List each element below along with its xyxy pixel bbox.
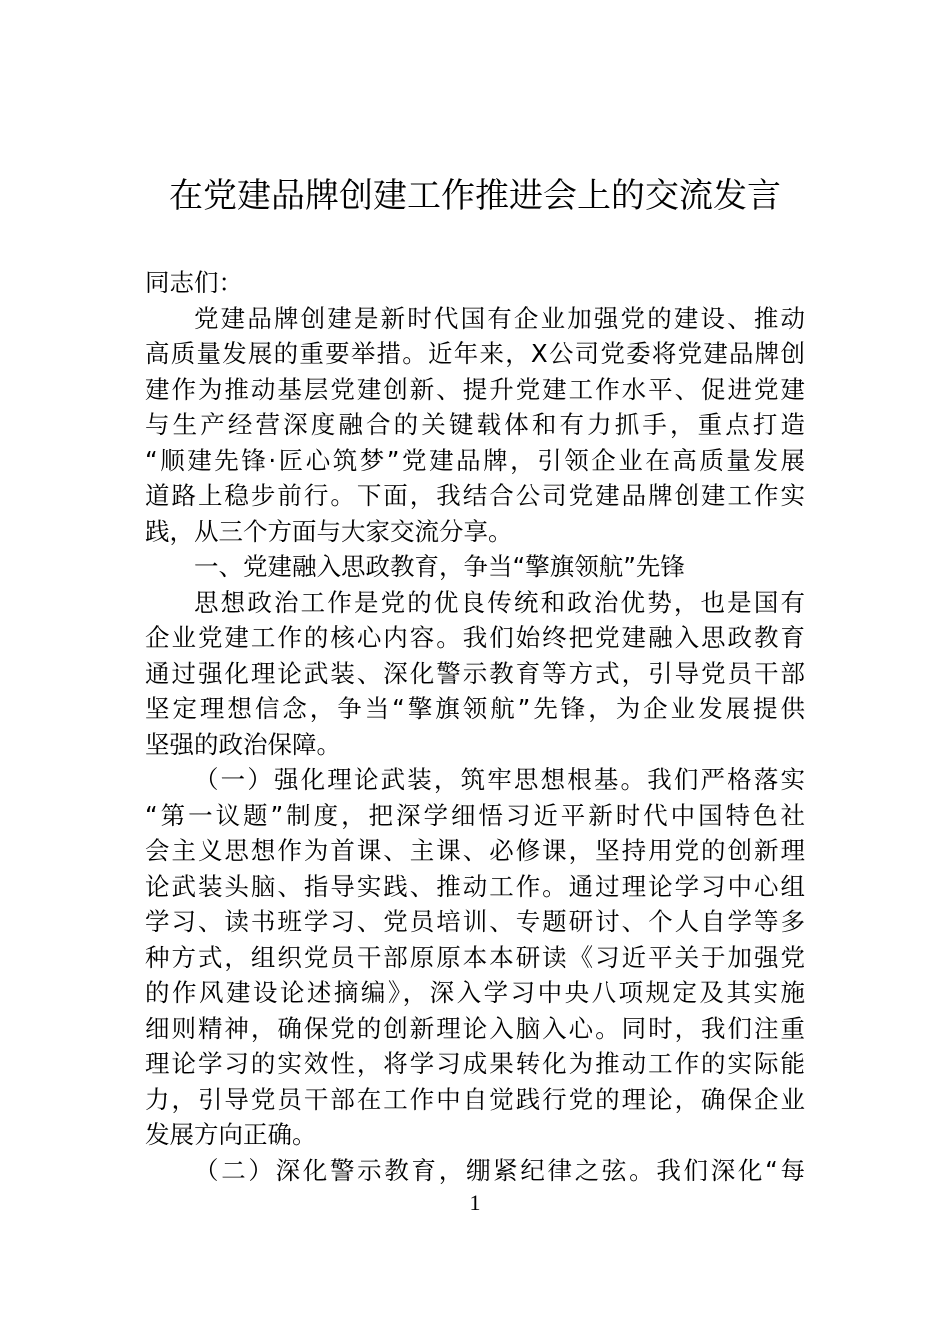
paragraph-line: 高质量发展的重要举措。近年来，X公司党委将党建品牌创: [145, 339, 805, 368]
paragraph-line: （一）强化理论武装，筑牢思想根基。我们严格落实: [194, 765, 805, 794]
paragraph-line: 发展方向正确。: [145, 1120, 317, 1149]
paragraph-line: 种方式，组织党员干部原原本本研读《习近平关于加强党: [145, 942, 805, 972]
paragraph-line: 思想政治工作是党的优良传统和政治优势，也是国有: [194, 587, 805, 617]
paragraph-line: 的作风建设论述摘编》，深入学习中央八项规定及其实施: [145, 978, 805, 1007]
paragraph-line: 践，从三个方面与大家交流分享。: [145, 516, 513, 546]
paragraph-line: 道路上稳步前行。下面，我结合公司党建品牌创建工作实: [145, 481, 805, 510]
paragraph-line: 坚强的政治保障。: [145, 729, 341, 759]
paragraph-line: 与生产经营深度融合的关键载体和有力抓手，重点打造: [145, 410, 805, 439]
paragraph-line: 党建品牌创建是新时代国有企业加强党的建设、推动: [194, 303, 805, 333]
paragraph-line: 会主义思想作为首课、主课、必修课，坚持用党的创新理: [145, 836, 805, 865]
paragraph-line: 论武装头脑、指导实践、推动工作。通过理论学习中心组: [145, 871, 805, 901]
paragraph-line: 细则精神，确保党的创新理论入脑入心。同时，我们注重: [145, 1013, 805, 1043]
paragraph-line: 企业党建工作的核心内容。我们始终把党建融入思政教育: [145, 623, 805, 652]
page-number: 1: [469, 1190, 481, 1215]
salutation: 同志们：: [145, 268, 243, 297]
paragraph-line: 建作为推动基层党建创新、提升党建工作水平、促进党建: [145, 374, 805, 404]
document-body: [145, 265, 805, 1188]
paragraph-line: 理论学习的实效性，将学习成果转化为推动工作的实际能: [145, 1049, 805, 1078]
paragraph-line: 通过强化理论武装、深化警示教育等方式，引导党员干部: [145, 658, 805, 688]
paragraph-line: 学习、读书班学习、党员培训、专题研讨、个人自学等多: [145, 907, 805, 936]
paragraph-line: 坚定理想信念，争当“擎旗领航”先锋，为企业发展提供: [145, 694, 805, 723]
section-heading: 一、党建融入思政教育，争当“擎旗领航”先锋: [194, 552, 685, 581]
paragraph-line: “第一议题”制度，把深学细悟习近平新时代中国特色社: [145, 800, 805, 830]
document-title: 在党建品牌创建工作推进会上的交流发言: [169, 176, 781, 216]
paragraph-line: （二）深化警示教育，绷紧纪律之弦。我们深化“每: [194, 1155, 805, 1185]
paragraph-line: “顺建先锋·匠心筑梦”党建品牌，引领企业在高质量发展: [145, 445, 805, 475]
paragraph-line: 力，引导党员干部在工作中自觉践行党的理论，确保企业: [145, 1084, 805, 1114]
